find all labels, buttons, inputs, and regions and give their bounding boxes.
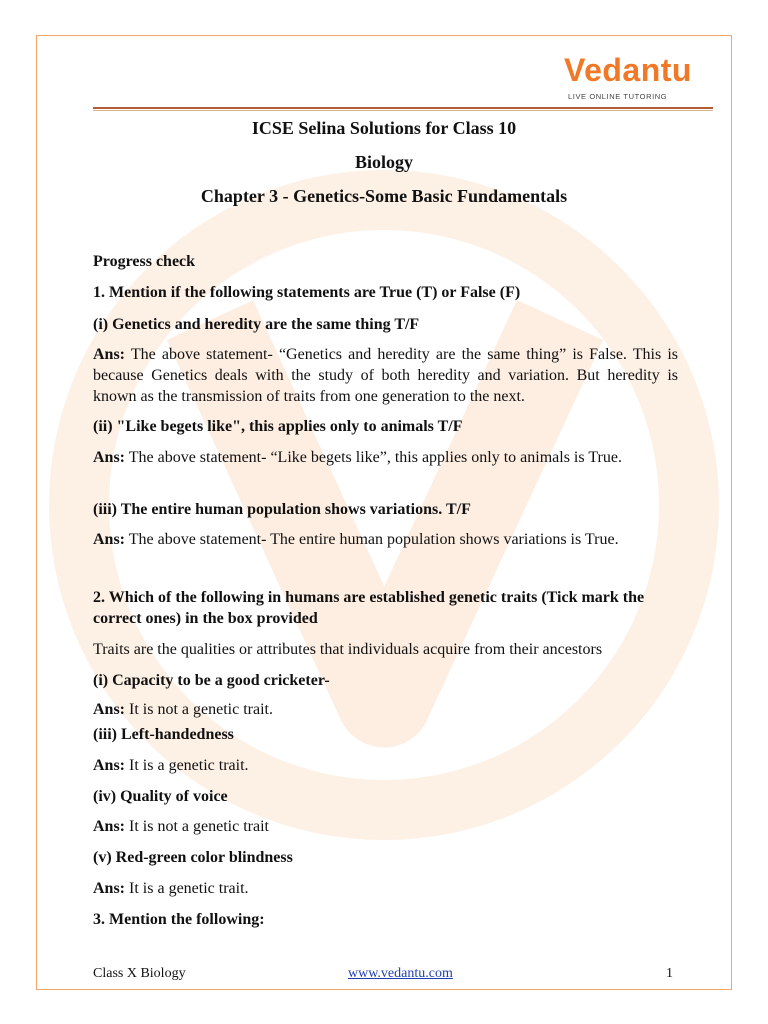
logo-tagline: LIVE ONLINE TUTORING [568,92,668,101]
page-number: 1 [666,966,673,981]
answer-text: The above statement- “Like begets like”, this applies only to animals is True. [125,449,622,466]
question-2-iii: (iii) Left-handedness [93,726,234,743]
answer-text: The above statement- “Genetics and heredity are the same thing” is False. This is because Genetics deals with the study of both heredity and variation. But heredity is known as the transmission of traits from one generation to the next. [93,346,678,405]
answer-text: It is a genetic trait. [125,757,249,774]
question-1-ii: (ii) "Like begets like", this applies only to animals T/F [93,418,463,435]
answer-label: Ans: [93,449,126,466]
answer-text: The above statement- The entire human population shows variations is True. [125,531,619,548]
question-3: 3. Mention the following: [93,911,265,928]
answer-2-i [93,699,678,720]
question-2-i: (i) Capacity to be a good cricketer- [93,672,330,689]
answer-label: Ans: [93,880,126,897]
doc-title: ICSE Selina Solutions for Class 10 [251,118,517,138]
question-1: 1. Mention if the following statements are True (T) or False (F) [93,284,521,301]
answer-label: Ans: [93,346,126,363]
question-1-i: (i) Genetics and heredity are the same thing T/F [93,316,420,333]
answer-2-iii [93,755,678,776]
answer-2-v [93,878,678,899]
answer-text: It is not a genetic trait. [125,701,273,718]
footer-left: Class X Biology [93,966,186,981]
answer-label: Ans: [93,818,126,835]
question-2-intro: Traits are the qualities or attributes that individuals acquire from their ancestors [93,641,603,658]
question-1-iii: (iii) The entire human population shows variations. T/F [93,501,471,518]
doc-chapter: Chapter 3 - Genetics-Some Basic Fundamentals [200,186,568,206]
question-2: 2. Which of the following in humans are established genetic traits (Tick mark the correct ones) in the box provided [93,589,645,627]
answer-label: Ans: [93,531,126,548]
header-rule-thin [93,110,713,111]
answer-1-ii [93,447,678,468]
answer-text: It is not a genetic trait [125,818,269,835]
answer-label: Ans: [93,757,126,774]
vedantu-logo [560,52,710,106]
answer-1-i [93,344,678,407]
section-heading: Progress check [93,253,196,270]
footer-website-link[interactable]: www.vedantu.com [348,966,453,981]
answer-label: Ans: [93,701,126,718]
answer-text: It is a genetic trait. [125,880,249,897]
doc-subject: Biology [354,152,413,172]
question-2-v: (v) Red-green color blindness [93,849,293,866]
answer-1-iii [93,529,693,550]
header-rule [93,107,713,109]
question-2-iv: (iv) Quality of voice [93,788,228,805]
answer-2-iv [93,816,678,837]
logo-wordmark: Vedantu [564,52,692,88]
